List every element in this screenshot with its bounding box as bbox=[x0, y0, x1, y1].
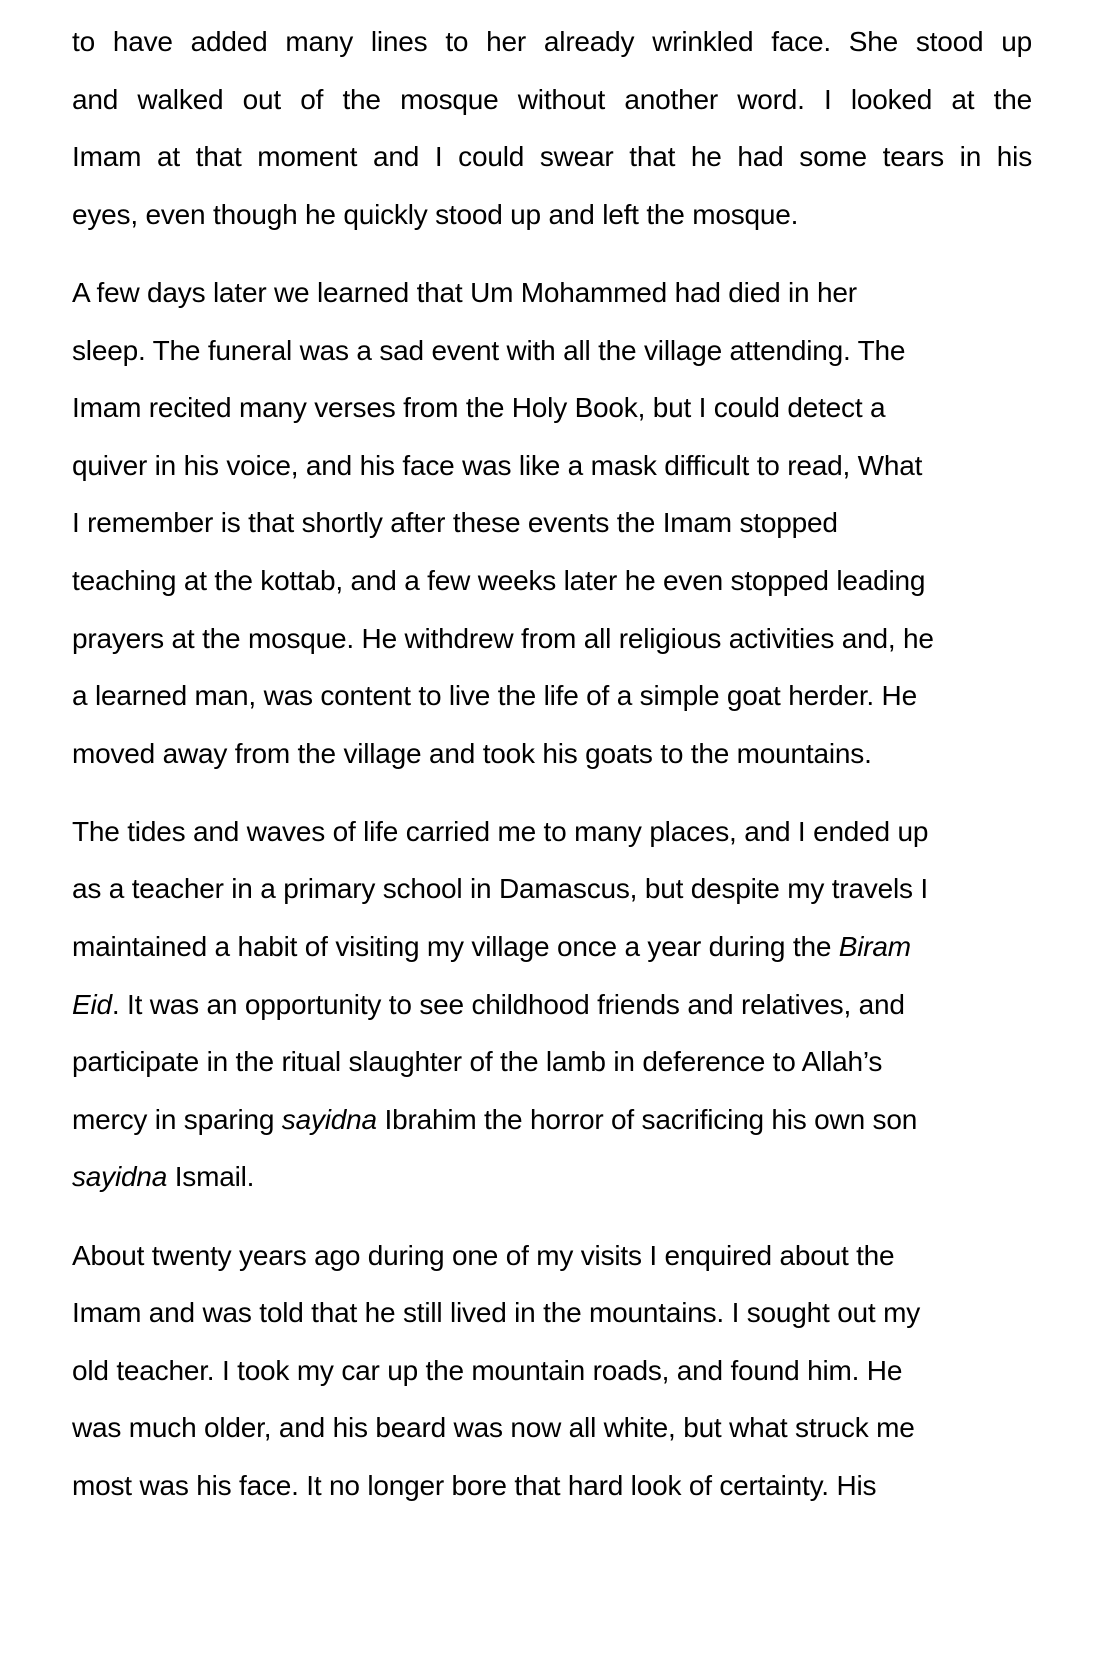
text-segment: . It was an opportunity to see childhood friends and relatives, and bbox=[111, 988, 905, 1020]
text-line bbox=[72, 565, 925, 597]
text-segment: and walked out of the mosque without another word. I looked at the bbox=[72, 83, 1032, 115]
text-line bbox=[72, 738, 872, 770]
text-segment: most was his face. It no longer bore that hard look of certainty. His bbox=[72, 1469, 877, 1501]
text-line bbox=[72, 277, 857, 309]
text-segment: Imam recited many verses from the Holy Book, but I could detect a bbox=[72, 392, 886, 424]
text-segment: as a teacher in a primary school in Damascus, but despite my travels I bbox=[72, 873, 928, 905]
text-segment: eyes, even though he quickly stood up and left the mosque. bbox=[72, 198, 799, 230]
text-segment: Imam and was told that he still lived in the mountains. I sought out my bbox=[72, 1297, 921, 1329]
text-line bbox=[72, 1297, 920, 1329]
text-line bbox=[72, 335, 905, 367]
text-line bbox=[72, 1240, 894, 1272]
italic-term: Biram bbox=[838, 931, 911, 962]
text-segment: quiver in his voice, and his face was like a mask difficult to read, What bbox=[72, 449, 923, 481]
text-segment: participate in the ritual slaughter of the lamb in deference to Allah’s bbox=[72, 1046, 883, 1078]
text-line bbox=[72, 507, 838, 539]
text-line bbox=[72, 816, 928, 848]
italic-term: sayidna bbox=[281, 1103, 377, 1135]
text-segment: teaching at the kottab, and a few weeks later he even stopped leading bbox=[72, 564, 926, 596]
text-segment: Imam at that moment and I could swear that he had some tears in his bbox=[72, 141, 1032, 173]
text-line bbox=[72, 873, 928, 905]
text-line bbox=[72, 623, 934, 655]
italic-term: sayidna bbox=[72, 1161, 168, 1193]
text-line bbox=[72, 1412, 915, 1444]
text-segment: sleep. The funeral was a sad event with all the village attending. The bbox=[72, 334, 906, 366]
text-segment: Ismail. bbox=[167, 1161, 255, 1193]
text-segment: was much older, and his beard was now all white, but what struck me bbox=[72, 1412, 915, 1444]
text-line bbox=[72, 450, 922, 482]
text-line bbox=[72, 141, 1032, 173]
text-segment: maintained a habit of visiting my village once a year during the bbox=[72, 931, 839, 962]
text-line bbox=[72, 989, 905, 1021]
text-segment: a learned man, was content to live the life of a simple goat herder. He bbox=[72, 680, 917, 712]
text-segment: The tides and waves of life carried me to many places, and I ended up bbox=[72, 815, 929, 847]
text-line bbox=[72, 1470, 876, 1502]
text-line bbox=[72, 1104, 917, 1136]
text-line bbox=[72, 680, 917, 712]
text-segment: mercy in sparing bbox=[72, 1103, 282, 1135]
text-line bbox=[72, 199, 798, 231]
text-segment: moved away from the village and took his goats to the mountains. bbox=[72, 737, 872, 769]
text-line bbox=[72, 931, 911, 963]
text-segment: to have added many lines to her already wrinkled face. She stood up bbox=[72, 26, 1032, 57]
text-line bbox=[72, 26, 1032, 58]
text-line bbox=[72, 1161, 254, 1193]
text-line bbox=[72, 84, 1032, 116]
text-segment: I remember is that shortly after these events the Imam stopped bbox=[72, 507, 838, 539]
text-segment: old teacher. I took my car up the mountain roads, and found him. He bbox=[72, 1354, 903, 1386]
text-segment: About twenty years ago during one of my visits I enquired about the bbox=[72, 1239, 895, 1271]
text-segment: A few days later we learned that Um Mohammed had died in her bbox=[72, 276, 857, 308]
text-line bbox=[72, 1046, 882, 1078]
text-line bbox=[72, 392, 885, 424]
text-segment: prayers at the mosque. He withdrew from all religious activities and, he bbox=[72, 622, 934, 654]
text-segment: Ibrahim the horror of sacrificing his own son bbox=[376, 1103, 918, 1135]
italic-term: Eid bbox=[72, 988, 112, 1020]
text-line bbox=[72, 1355, 902, 1387]
